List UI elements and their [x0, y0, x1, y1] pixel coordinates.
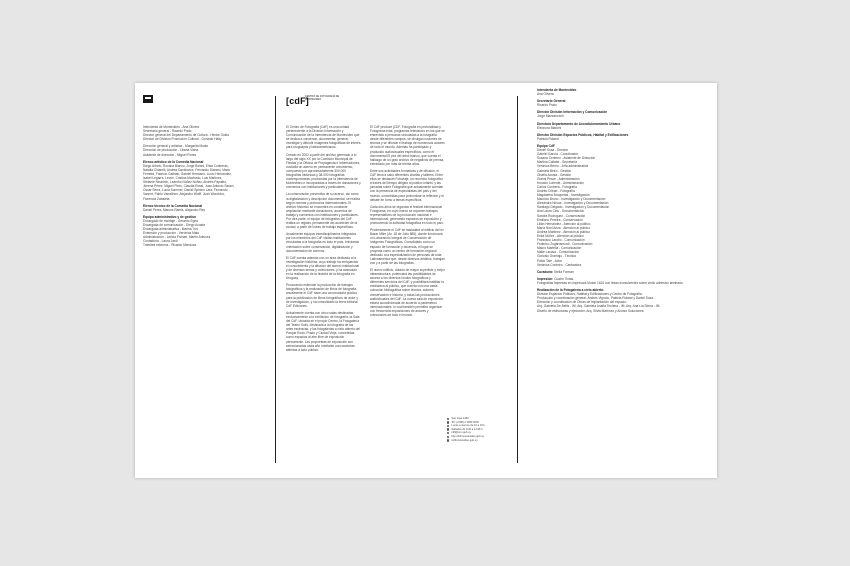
credit-line: Director de División Promoción Cultural - Gonzalo Halty: [143, 137, 222, 142]
body-paragraph: El Centro de Fotografía (CdF) es una unidad perteneciente a la División Información y Comunicación de la Intendencia de Montevideo que se dedica a conservar, documentar, generar, investigar y difundir imágenes fotográficas de interés para uruguayos y latinoamericanos.: [286, 125, 361, 150]
staff-line: Magdalena Broquetas - Investigación: [537, 193, 590, 198]
section-line: Patricia Roland: [537, 136, 559, 141]
section-line: Ricardo Prato: [537, 103, 557, 108]
body-paragraph: Anualmente equipos interdisciplinarios integrados por los miembros del CdF visitan instituciones vinculadas a la fotografía en todo el país, brindando orientación sobre conservación, digitalización y documentación de acervos.: [286, 232, 360, 253]
realizacion-line: Arq. Gabriela De Bellis - IM, Arq. Gabriela Anaña Techera - IM, Arq. Ana Lía Sierra - IM.: [537, 304, 661, 309]
impresion-extra: Fotografías impresas en impresora Mutoh 1624 con tintas ecosolventes sobre vinilo adhesivo laminado.: [537, 280, 684, 285]
equipo-line: Extensión y producción - Verónica Mato: [143, 231, 200, 236]
elenco-heading: Elenco artístico de la Comedia Nacional: [143, 159, 204, 164]
contact-bullet-icon: [447, 439, 449, 441]
elenco-line: Oscar Serra, Lucía Sommer, Daniel Spinino Lara, Fernando: [143, 188, 228, 193]
section-heading: Secretario General: [537, 99, 566, 104]
realizacion-label: Realización de la Fotogalería a cielo abierto:: [537, 288, 605, 293]
tecnico-heading: Elenco técnico de la Comedia Nacional: [143, 203, 203, 208]
body-paragraph: El CdF cuenta además con un área dedicada a la investigación histórica, cuyo trabajo ha enriquecido el conocimiento y la difusión del acervo institucional y de diversos temas y colecciones, y ha avanzado en la realización de la historia de la fotografía en Uruguay.: [286, 255, 359, 281]
credit-line: Secretario general - Ricardo Prato: [143, 129, 192, 134]
staff-line: Carlos Contrera - Fotografía: [537, 184, 577, 189]
staff-column: [537, 88, 715, 316]
section-heading: Director División Espacios Públicos, Hábitat y Edificaciones: [537, 132, 629, 137]
credit-line: Intendenta de Montevideo - Ana Olivera: [143, 125, 200, 129]
realizacion-line: Dirección y coordinación de Obras de implantación del espacio:: [537, 300, 627, 305]
section-heading: Intendenta de Montevideo: [537, 88, 577, 92]
direccion-line: Dirección de producción - Liliana Viana: [143, 148, 199, 153]
staff-line: Daniel Sosa - Director: [537, 148, 569, 153]
contact-text: San José 1360: [451, 417, 469, 420]
staff-line: Verónica Cordeiro - Cantautora: [537, 262, 582, 267]
body-paragraph: Entre sus actividades formativas y de difusión, el CdF lleva a cabo diferentes charlas y talleres. Entre ellos se destacan Fotoviaje, un recorrido fotográfico a través del tiempo dirigido al público infantil, y las jornadas sobre Fotografía que actualmente cuentan con la presencia de especialistas del país y del mundo, concebidas para profundizar la reflexión y el debate en torno a temas específicos.: [370, 168, 444, 202]
direccion-line: Dirección general y artística - Margarita Musto: [143, 144, 209, 149]
equipo-line: Administración - Leticia Prchart, Martín Antúnez: [143, 235, 211, 240]
equipo-line: Encargado de montaje - Gerardo Egea: [143, 218, 198, 223]
contact-row: [447, 439, 485, 443]
staff-line: Mauro Martella - Comunicación: [537, 246, 582, 251]
column-divider: [275, 96, 276, 463]
section-heading: Director División Información y Comunicación: [537, 110, 608, 115]
staff-line: Horacio Loriente - Administración: [537, 180, 584, 185]
realizacion-line: Diseño de estructuras y ejecución: Arq. Silvia Martínez y Alonso Soluciones.: [537, 308, 645, 313]
cdf-logo-subtitle: CENTRO DE FOTOGRAFÍA DE MONTEVIDEO: [305, 95, 340, 101]
staff-line: Emiliano Pereira - Conservación: [537, 217, 583, 222]
staff-line: Gabriel García - Coordinador: [537, 152, 579, 157]
staff-line: Susana Centeno - Asistente de Dirección: [537, 156, 596, 161]
staff-line: Federico Zugarramurdi - Comunicación: [537, 242, 593, 247]
staff-line: Andrés Cribari - Fotografía: [537, 188, 575, 193]
staff-line: Pablo Tate - Actor: [537, 258, 563, 263]
comedia-nacional-logo-icon: [143, 95, 153, 103]
contact-text: Tel: (+598) 2 1950 0236: [451, 420, 479, 424]
cdf-logo: [cdF]: [286, 96, 309, 106]
elenco-line: Diego Arbelo, Roxana Blanco, Jorge Bolani, Elisa Contreras,: [143, 163, 229, 168]
tecnico-names: Daniel Pérez, Marcos Ramis, Alejandro Rey: [143, 207, 206, 212]
column-divider: [517, 96, 518, 463]
realizacion-line: Producción y coordinación general: Andrés Vignolo, Patricia Roland y Daniel Sosa.: [537, 296, 654, 301]
body-paragraph: Próximamente el CdF se trasladará al edificio del ex Bazar Mitre (Av. 18 de Julio 885), donde funcionará un Laboratorio Integral de Conservación de Imágenes Fotográficas. Consolidado como un espacio de formación y docencia, el lugar se proyecta como un centro de formación regional dedicado a la especialización de personas de toda Latinoamérica que, desde diversos ámbitos, trabajan con y a partir de las fotografías.: [370, 228, 445, 265]
equipo-line: Encargada de comunicación - Diego Acosta: [143, 222, 205, 227]
contact-text: Lunes a viernes de 10 a 19 h: [451, 424, 485, 428]
about-cdf-column-2: [370, 125, 445, 320]
staff-line: Mauricio Bruno - Investigación y Documentación: [537, 197, 606, 202]
body-paragraph: El nuevo edificio, dotado de mayor superficie y mejor infraestructura, potenciará las posibilidades de acceso a los diversos fondos fotográficos y diferentes servicios del CdF, y posibilitará habilitar la mediateca al público, que cuenta con una vasta colección bibliográfica sobre técnica, autores, conservación e historia, y todas las producciones audiovisuales del CdF. La nueva sala de exposición estará acondicionada de acuerdo a parámetros internacionales, lo cual también permitirá organizar con frecuencia exposiciones de autores y colecciones de todo el mundo.: [370, 268, 445, 318]
equipo-line: Encargada administrativa - Marina Tort: [143, 227, 198, 232]
staff-line: Erika Núñez - Atención al público: [537, 234, 584, 238]
body-paragraph: Cada dos años se organiza el festival internacional Fotograma, en cuyo marco se exponen trabajos representativos de la producción nacional e internacional, generando espacios de exposición y promoviendo la actividad fotográfica en todo el país.: [370, 204, 444, 226]
staff-line: Maite Lacava - Comunicación: [537, 250, 579, 255]
curaduria-value: Stella Forman: [554, 269, 574, 274]
elenco-line: Isabel Legarra, Levón, Cristina Machado, Luis Martínez,: [143, 176, 223, 181]
staff-line: Lilián Hernández - Atención al público: [537, 221, 591, 226]
equipo-cdf-heading: Equipo CdF: [537, 143, 555, 148]
contact-info: [447, 417, 485, 442]
staff-line: Gianni Pesce - Administración: [537, 176, 580, 181]
contact-text: http://cdf.montevideo.gub.uy: [451, 434, 484, 438]
realizacion-line: División Espacios Públicos, Hábitat y Edificaciones y Centro de Fotografía.: [537, 292, 643, 297]
body-paragraph: Actualmente cuenta con cinco salas destinadas exclusivamente a la exhibición de fotografía: la Sala del CdF, ubicada en el propio Centro, la Fotogalería del Teatro Solís, destinada a la fotografía de las artes escénicas, y las fotogalerías a cielo abierto del Parque Rodó, Prado y Ciudad Vieja, concebidas como espacios al aire libre de exposición permanente. Las propuestas de exposición son seleccionadas cada año mediante convocatorias abiertas a todo público.: [286, 310, 360, 352]
impresion-value: Cuatro Tintas.: [554, 276, 575, 281]
section-line: Eleonora Bianchi: [537, 125, 562, 130]
contact-text: cdf@imm.gub.uy: [451, 431, 471, 435]
elenco-line: Ferreira, Fabricio Galbiati, Gabriel Hermano, Lucio Hernández,: [143, 171, 232, 176]
section-line: Jorge Mazzarovich: [537, 114, 564, 119]
staff-line: Alexandra Nóvoa - Investigación y Documentación: [537, 201, 609, 206]
credit-line: Director general del Departamento de Cultura - Héctor Guido: [143, 133, 230, 138]
staff-line: Verónica Berrio - Jefa administrativa: [537, 164, 589, 169]
equipo-heading: Equipo administrativo y de gestión: [143, 214, 196, 219]
staff-line: Martina Callaba - Secretaría: [537, 160, 577, 165]
staff-line: Gisella Acosta - Gestión: [537, 172, 572, 177]
elenco-line: Florencia Zabaleta: [143, 196, 170, 201]
body-paragraph: La conservación preventiva de su acervo, así como la digitalización y descripción documental, se realiza según normas y protocolos internacionales. El archivo histórico se encuentra en constante ampliación mediante donaciones, acuerdos de trabajo y convenios con instituciones y particulares. Por otra parte, el equipo de fotógrafos del CdF realiza un registro permanente del acontecer de la ciudad, a partir de líneas de trabajo específicas.: [286, 192, 360, 230]
staff-line: Andrea Martínez - Atención al público: [537, 229, 590, 234]
equipo-line: Contaduría - Laura Jardí: [143, 239, 178, 244]
impresion-label: Impresión:: [537, 276, 554, 281]
about-cdf-column: [286, 125, 361, 355]
section-heading: Directora Departamento de Acondicionamiento Urbano: [537, 121, 621, 126]
staff-line: Sandra Rodríguez - Conservación: [537, 213, 586, 218]
staff-line: Gonzalo Gramajo - Técnica: [537, 254, 576, 259]
body-paragraph: Creado en 2002 a partir del archivo generado a lo largo del siglo XX por la Comisión Municipal de Fiestas y la Oficina de Propaganda e Informaciones, custodia un acervo en permanente crecimiento, compuesto por aproximadamente 300.000 fotografías históricas y 38.000 fotografías contemporáneas, producidas por la Intendencia de Montevideo e incorporadas a través de donaciones y convenios con instituciones y particulares.: [286, 152, 361, 190]
elenco-line: Stefanie Neukirch, Leandro Núñez Núñez, Andrés Papaleo,: [143, 180, 227, 185]
staff-line: Gabriela Beiro - Gestión: [537, 168, 572, 173]
body-paragraph: El CdF produce jCDF, Fotografía en profundidad y Fotograma total, programas televisivos en los que se entrevista a personas vinculadas a la fotografía desde diferentes campos, se divulgan nociones de técnica y se difunde el trabajo de numerosos autores de todo el mundo. Además ha participado y producido audiovisuales específicos, como el documental El pez del árbol blanco, que cuenta el hallazgo de un gran archivo de negativos de prensa, extraviado por más de treinta años.: [370, 125, 445, 166]
contact-text: /cdfmontevideo.gub.uy: [451, 438, 478, 442]
section-line: Ana Olivera: [537, 92, 554, 97]
direccion-line: Asistente de dirección - Miguel Flores: [143, 152, 197, 157]
equipo-line: Trámites externos - Ricardo Mendoza: [143, 243, 197, 248]
staff-line: María Noel Ariza - Atención al público: [537, 225, 590, 230]
contact-text: Sábados de 9:30 a 14:30 h: [451, 427, 483, 431]
body-paragraph: Procurando estimular la producción de trabajos fotográficos y la realización de libros de fotografía, anualmente el CdF hace una convocatoria pública para la publicación de libros fotográficos de autor y de investigación, y ha consolidado la línea editorial CdF Ediciones.: [286, 283, 358, 308]
staff-line: Francisco Landro - Comunicación: [537, 238, 585, 243]
elenco-line: Natalia Chiarelli, Andrea Davidovics, Fernando Dianesi, Mario: [143, 167, 231, 172]
elenco-line: Jimena Pérez, Miguel Pinto, Claudia Rossi, Juan Antonio Saraví,: [143, 184, 235, 189]
staff-line: Ana Laura Cirio - Documentación: [537, 209, 585, 214]
credits-column: [143, 125, 268, 251]
elenco-line: Vannet, Pablo Varrailhon, Alejandro Wolff, Juan Worobiov,: [143, 192, 225, 197]
staff-line: Santiago Delgado - Investigación y Documentación: [537, 205, 610, 210]
curaduria-label: Curaduría:: [537, 269, 554, 274]
